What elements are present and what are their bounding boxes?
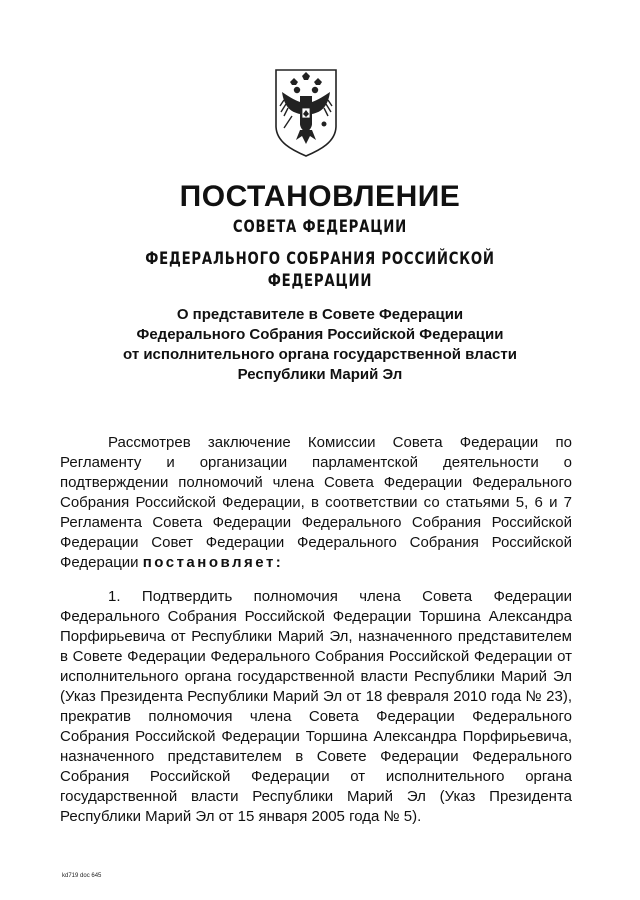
subject-line: Республики Марий Эл [237,366,403,383]
subject-line: Федерального Собрания Российской Федерации [136,326,504,343]
subject-line: от исполнительного органа государственной власти [123,346,517,363]
clause-1-paragraph: 1. Подтвердить полномочия члена Совета Федерации Федерального Собрания Российской Федерации Торшина Александра Порфирьевича от Республики Марий Эл, назначенного представителем в Совете Федерации Федерального Собрания Российской Федерации от исполнительного органа государственной власти Республики Марий Эл (Указ Президента Республики Марий Эл от 18 февраля 2010 года № 23), прекратив полномочия члена Совета Федерации Федерального Собрания Российской Федерации Торшина Александра Порфирьевича, назначенного представителем в Совете Федерации Федерального Собрания Российской Федерации от исполнительного органа государственной власти Республики Марий Эл (Указ Президента Республики Марий Эл от 15 января 2005 года № 5). [60,588,572,825]
subject-line: О представителе в Совете Федерации [176,306,464,323]
preamble-text: Рассмотрев заключение Комиссии Совета Федерации по Регламенту и организации парламентской деятельности о подтверждении полномочий члена Совета Федерации Федерального Собрания Российской Федерации, в соответствии со статьями 5, 6 и 7 Регламента Совета Федерации Федерального Собрания Российской Федерации Совет Федерации Федерального Собрания Российской Федерации [60,434,572,571]
document-code: kd719 doc 645 [62,873,102,879]
russian-coat-of-arms-icon [272,66,340,158]
issuing-body-line1: СОВЕТА ФЕДЕРАЦИИ [232,217,408,237]
document-subject [60,305,580,385]
document-title: ПОСТАНОВЛЕНИЕ [179,180,461,213]
issuing-body-line2: ФЕДЕРАЛЬНОГО СОБРАНИЯ РОССИЙСКОЙ ФЕДЕРАЦИИ [145,249,495,291]
preamble-paragraph [60,433,572,573]
resolves-keyword: постановляет: [142,554,284,571]
